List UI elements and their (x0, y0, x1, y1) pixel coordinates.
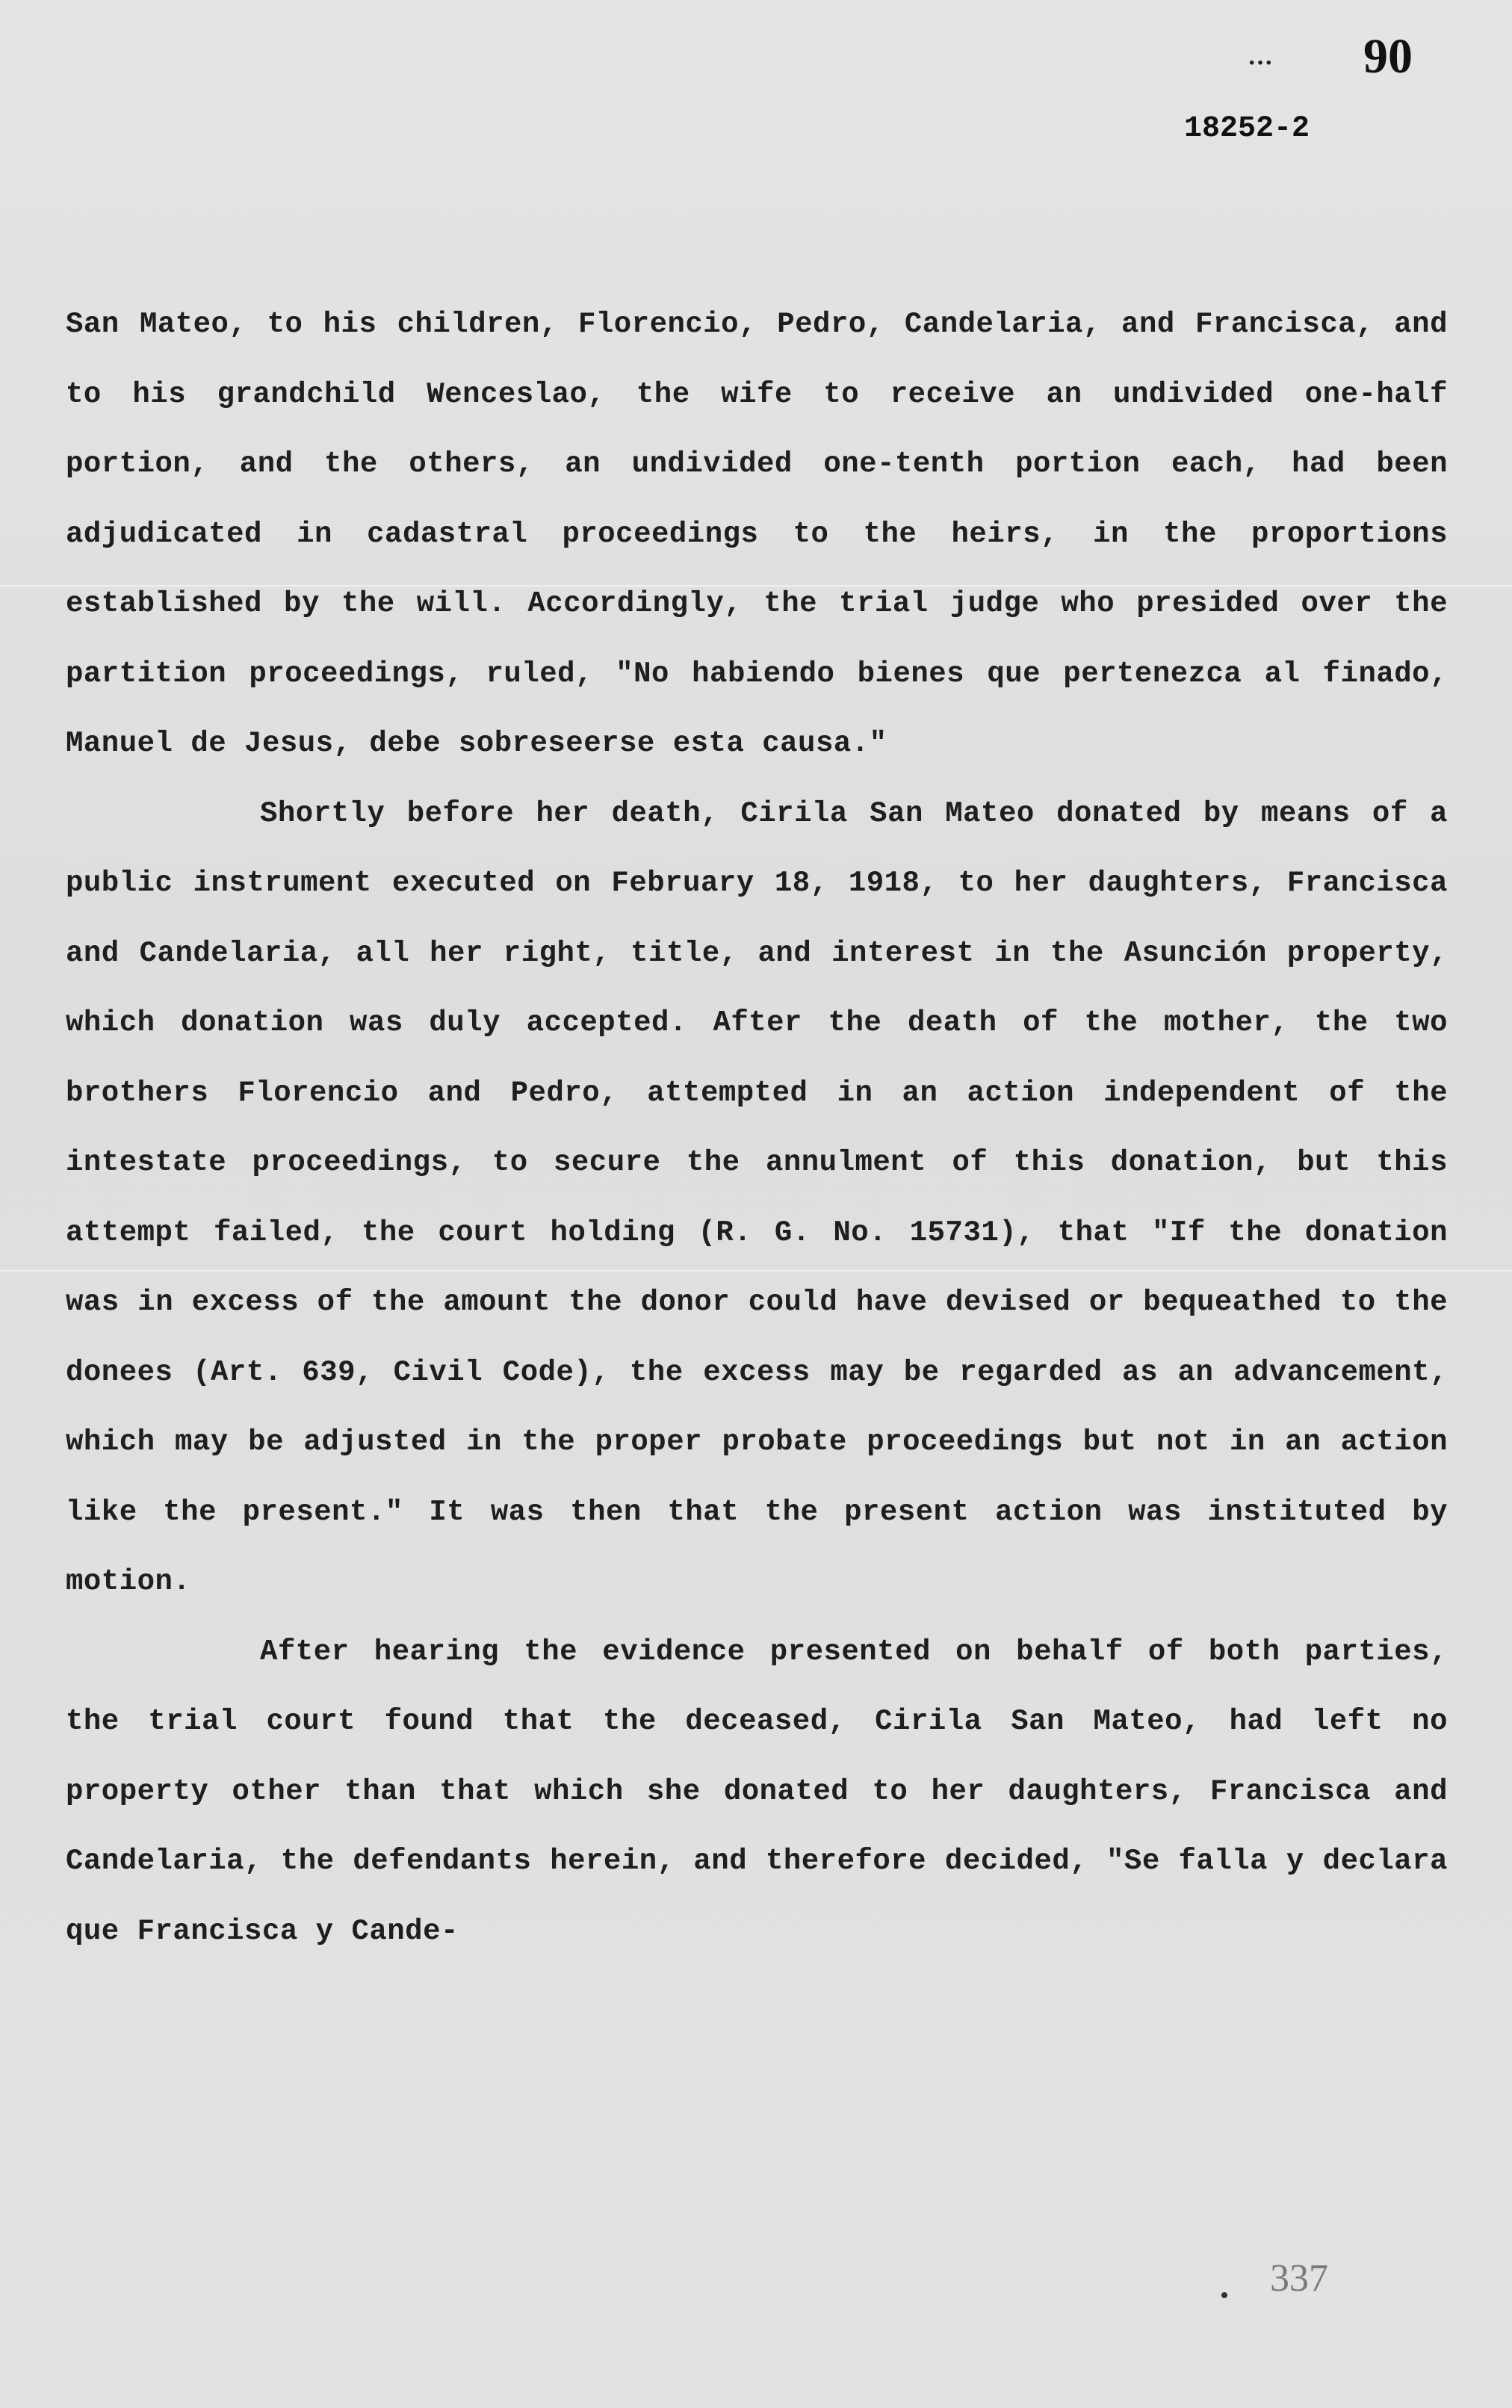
paragraph-3: After hearing the evidence presented on behalf of both parties, the trial court found that the deceased, Cirila San Mateo, had left no property other than that which she donated to her daughters, Francisca and Candelaria, the defendants herein, and therefore decided, "Se falla y declara que Francisca y Cande- (66, 1635, 1448, 1948)
page-stamp: 337 (1270, 2257, 1328, 2300)
paragraph-2: Shortly before her death, Cirila San Mateo donated by means of a public instrument executed on February 18, 1918, to her daughters, Francisca and Candelaria, all her right, title, and interest in the Asunción property, which donation was duly accepted. After the death of the mother, the two brothers Florencio and Pedro, attempted in an action independent of the intestate proceedings, to secure the annulment of this donation, but this attempt failed, the court holding (R. G. No. 15731), that "If the donation was in excess of the amount the donor could have devised or bequeathed to the donees (Art. 639, Civil Code), the excess may be regarded as an advancement, which may be adjusted in the proper probate proceedings but not in an action like the present." It was then that the present action was instituted by motion. (66, 796, 1448, 1598)
page-mark: ··· (1248, 49, 1274, 77)
footer-dot: • (1218, 2285, 1232, 2310)
document-body (66, 290, 1448, 1966)
page-number: 90 (1363, 29, 1413, 84)
paragraph-1: San Mateo, to his children, Florencio, Pedro, Candelaria, and Francisca, and to his grandchild Wenceslao, the wife to receive an undivided one-half portion, and the others, an undivided one-tenth portion each, had been adjudicated in cadastral proceedings to the heirs, in the proportions established by the will. Accordingly, the trial judge who presided over the partition proceedings, ruled, "No habiendo bienes que pertenezca al finado, Manuel de Jesus, debe sobreseerse esta causa." (66, 308, 1448, 760)
case-number: 18252-2 (1184, 112, 1310, 146)
